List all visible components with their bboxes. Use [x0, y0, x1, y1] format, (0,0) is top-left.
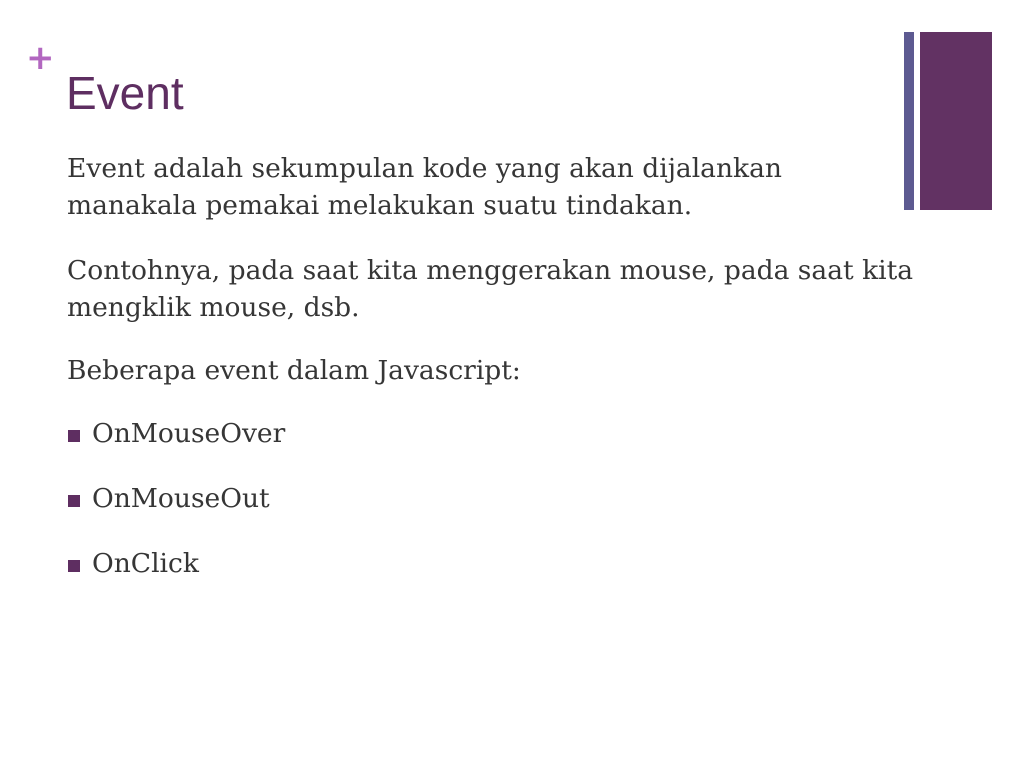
- accent-bar-thick: [920, 32, 992, 210]
- paragraph-example: Contohnya, pada saat kita menggerakan mouse, pada saat kita mengklik mouse, dsb.: [67, 255, 914, 323]
- square-bullet-icon: [68, 430, 80, 442]
- plus-icon: +: [26, 38, 55, 78]
- list-item-label: OnMouseOut: [92, 483, 270, 514]
- square-bullet-icon: [68, 560, 80, 572]
- list-item: [67, 545, 917, 582]
- paragraph-definition: Event adalah sekumpulan kode yang akan dijalankan manakala pemakai melakukan suatu tindakan.: [67, 153, 782, 221]
- slide-body: [67, 150, 917, 582]
- list-item: [67, 415, 917, 452]
- list-item: [67, 480, 917, 517]
- paragraph-event-intro: Beberapa event dalam Javascript:: [67, 355, 521, 386]
- square-bullet-icon: [68, 495, 80, 507]
- slide-title: Event: [66, 67, 184, 119]
- list-item-label: OnMouseOver: [92, 418, 286, 449]
- event-list: [67, 415, 917, 582]
- list-item-label: OnClick: [92, 548, 199, 579]
